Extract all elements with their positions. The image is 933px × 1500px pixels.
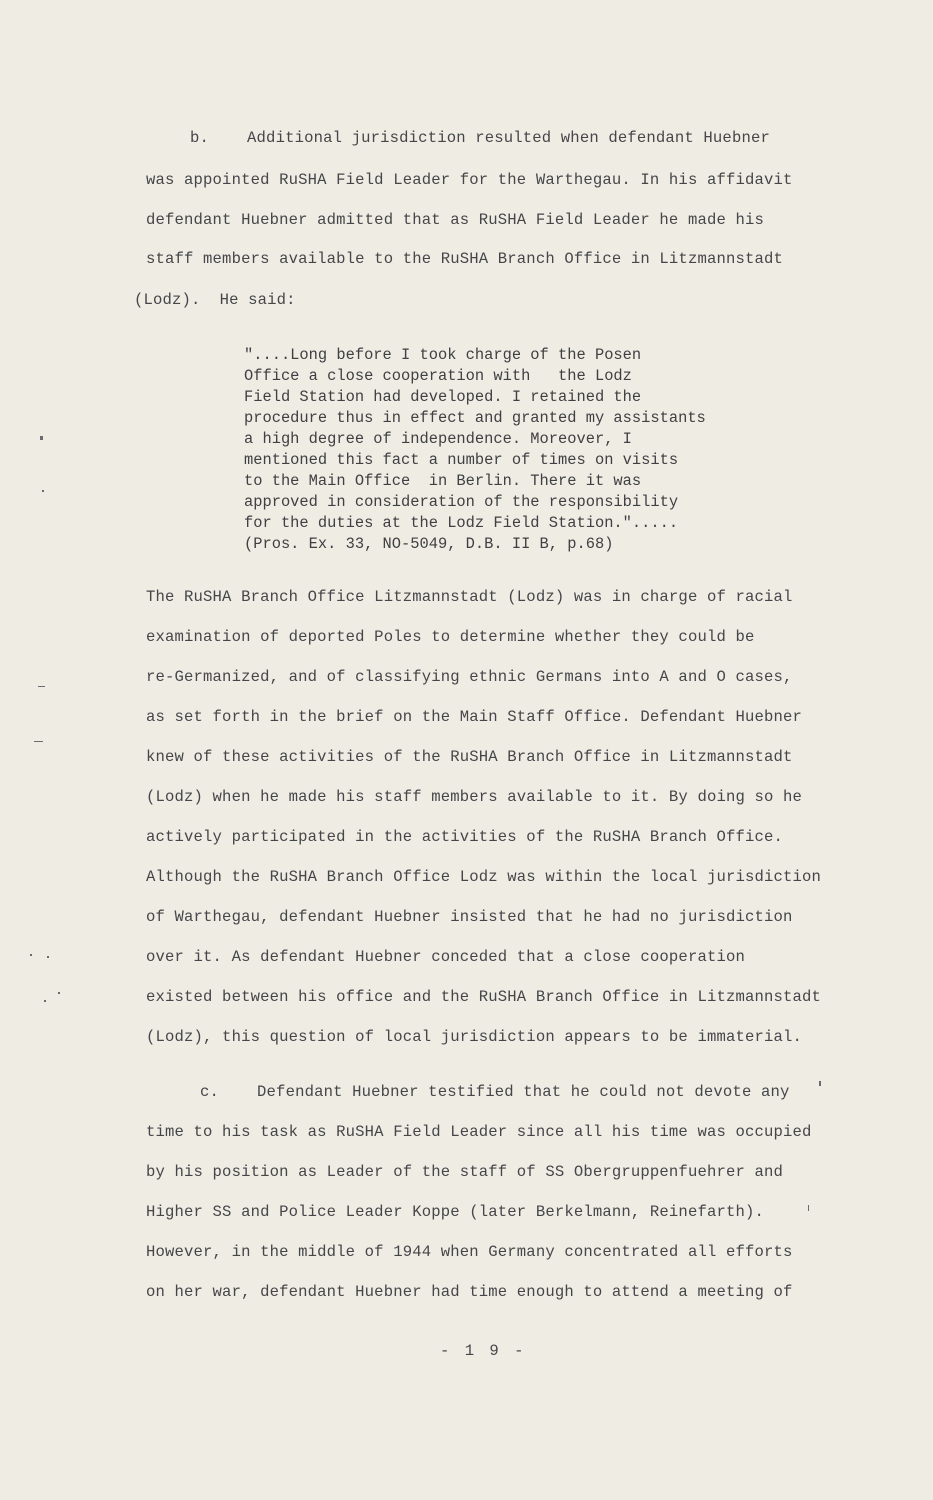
quote-line: approved in consideration of the responsibility xyxy=(244,493,679,511)
scan-mark xyxy=(808,1205,809,1211)
paragraph-line: The RuSHA Branch Office Litzmannstadt (Lodz) was in charge of racial xyxy=(146,588,793,606)
paragraph-b-line: (Lodz). He said: xyxy=(134,291,296,309)
paragraph-b-line: defendant Huebner admitted that as RuSHA Field Leader he made his xyxy=(146,211,765,229)
scan-mark xyxy=(34,741,43,742)
paragraph-c-line: by his position as Leader of the staff of SS Obergruppenfuehrer and xyxy=(146,1163,784,1181)
paragraph-line: (Lodz) when he made his staff members available to it. By doing so he xyxy=(146,788,803,806)
page-number: - 1 9 - xyxy=(440,1342,527,1360)
quote-line: procedure thus in effect and granted my assistants xyxy=(244,409,706,427)
paragraph-c-line: c. Defendant Huebner testified that he could not devote any xyxy=(200,1083,790,1101)
quote-line: a high degree of independence. Moreover, I xyxy=(244,430,632,448)
paragraph-line: over it. As defendant Huebner conceded that a close cooperation xyxy=(146,948,745,966)
quote-line: Office a close cooperation with the Lodz xyxy=(244,367,632,385)
quote-line: to the Main Office in Berlin. There it was xyxy=(244,472,642,490)
paragraph-line: actively participated in the activities of the RuSHA Branch Office. xyxy=(146,828,784,846)
paragraph-c-line: However, in the middle of 1944 when Germany concentrated all efforts xyxy=(146,1243,793,1261)
scan-mark xyxy=(30,954,32,956)
scan-mark xyxy=(40,436,43,440)
quote-line: mentioned this fact a number of times on visits xyxy=(244,451,679,469)
paragraph-c-line: time to his task as RuSHA Field Leader since all his time was occupied xyxy=(146,1123,812,1141)
paragraph-line: re-Germanized, and of classifying ethnic Germans into A and O cases, xyxy=(146,668,793,686)
paragraph-b-line: staff members available to the RuSHA Branch Office in Litzmannstadt xyxy=(146,250,784,268)
paragraph-line: examination of deported Poles to determine whether they could be xyxy=(146,628,755,646)
scan-mark xyxy=(819,1081,821,1086)
paragraph-line: Although the RuSHA Branch Office Lodz was within the local jurisdiction xyxy=(146,868,822,886)
quote-line: "....Long before I took charge of the Posen xyxy=(244,346,642,364)
paragraph-line: of Warthegau, defendant Huebner insisted that he had no jurisdiction xyxy=(146,908,793,926)
scan-mark xyxy=(42,490,44,492)
paragraph-line: existed between his office and the RuSHA Branch Office in Litzmannstadt xyxy=(146,988,822,1006)
quote-line: for the duties at the Lodz Field Station."..... xyxy=(244,514,679,532)
paragraph-b-line: b. Additional jurisdiction resulted when defendant Huebner xyxy=(190,129,770,147)
scan-mark xyxy=(44,1000,46,1002)
paragraph-line: as set forth in the brief on the Main Staff Office. Defendant Huebner xyxy=(146,708,803,726)
paragraph-c-line: on her war, defendant Huebner had time enough to attend a meeting of xyxy=(146,1283,793,1301)
paragraph-c-line: Higher SS and Police Leader Koppe (later Berkelmann, Reinefarth). xyxy=(146,1203,765,1221)
paragraph-line: knew of these activities of the RuSHA Branch Office in Litzmannstadt xyxy=(146,748,793,766)
scan-mark xyxy=(38,686,45,687)
quote-citation: (Pros. Ex. 33, NO-5049, D.B. II B, p.68) xyxy=(244,535,614,553)
scan-mark xyxy=(47,956,49,958)
paragraph-line: (Lodz), this question of local jurisdiction appears to be immaterial. xyxy=(146,1028,803,1046)
quote-line: Field Station had developed. I retained the xyxy=(244,388,642,406)
scan-mark xyxy=(58,992,60,994)
paragraph-b-line: was appointed RuSHA Field Leader for the Warthegau. In his affidavit xyxy=(146,171,793,189)
